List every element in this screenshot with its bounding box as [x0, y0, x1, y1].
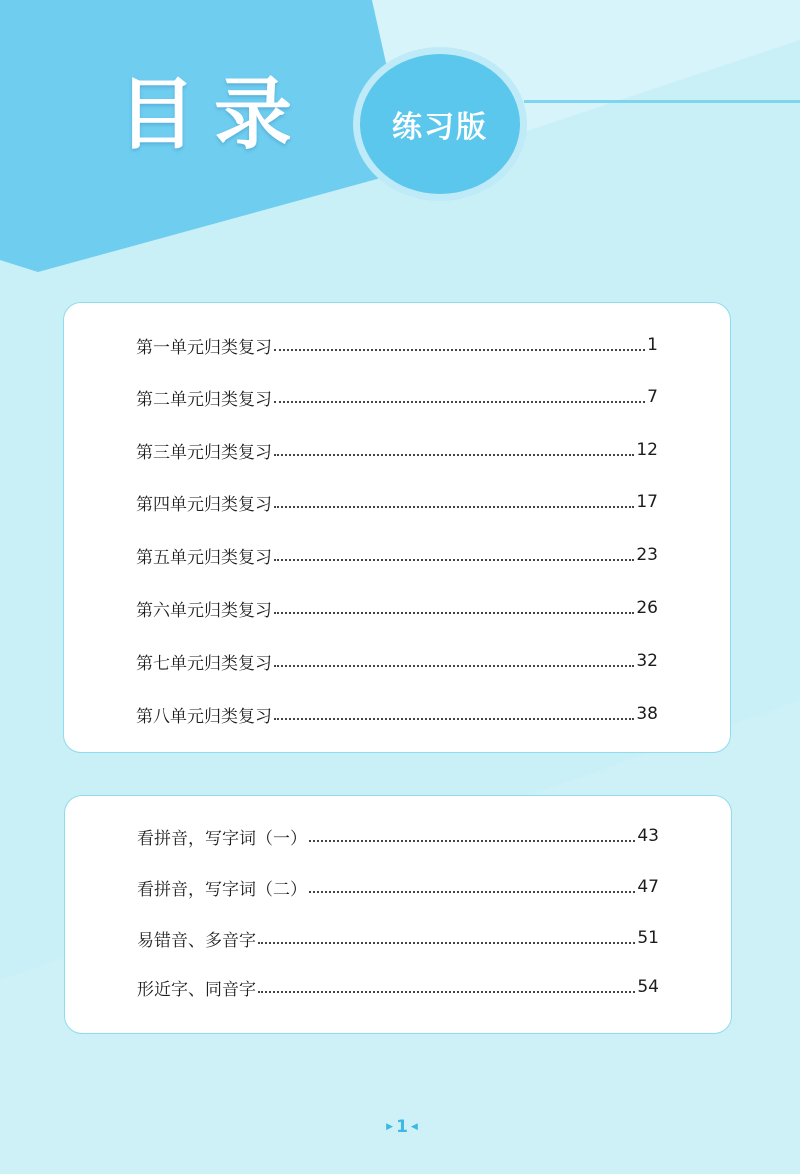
toc-item-label: 易错音、多音字 [137, 930, 256, 951]
toc-item-page: 32 [636, 651, 658, 671]
page-title: 目录 [118, 70, 311, 160]
left-arrow-icon: ◀ [410, 1122, 418, 1132]
toc-item-label: 第三单元归类复习 [136, 442, 272, 463]
toc-item[interactable] [136, 701, 658, 727]
toc-item-page: 38 [636, 704, 658, 724]
toc-item-label: 第六单元归类复习 [136, 600, 272, 621]
page-number-label: 1 [396, 1117, 408, 1137]
toc-item-page: 51 [637, 928, 659, 948]
edition-badge [360, 54, 520, 194]
toc-leader-dots [274, 349, 645, 351]
toc-item[interactable] [136, 437, 658, 463]
toc-leader-dots [274, 506, 634, 508]
toc-item-page: 17 [636, 492, 658, 512]
toc-item-page: 23 [636, 545, 658, 565]
toc-leader-dots [309, 891, 635, 893]
toc-item-label: 第一单元归类复习 [136, 337, 272, 358]
units-toc-card [63, 302, 731, 753]
toc-item[interactable] [136, 489, 658, 515]
toc-item-label: 看拼音，写字词（一） [137, 828, 307, 849]
page-number [380, 1116, 424, 1138]
toc-leader-dots [258, 942, 635, 944]
toc-item-label: 第五单元归类复习 [136, 547, 272, 568]
toc-item-label: 第四单元归类复习 [136, 494, 272, 515]
toc-leader-dots [274, 665, 634, 667]
edition-badge-label: 练习版 [392, 110, 488, 145]
right-arrow-icon: ▶ [386, 1122, 394, 1132]
toc-item[interactable] [137, 974, 659, 1000]
toc-item-label: 第二单元归类复习 [136, 389, 272, 410]
toc-item[interactable] [136, 542, 658, 568]
toc-item[interactable] [137, 874, 659, 900]
toc-item[interactable] [137, 925, 659, 951]
toc-item-page: 12 [636, 440, 658, 460]
toc-leader-dots [274, 454, 634, 456]
toc-leader-dots [274, 559, 634, 561]
toc-item-label: 看拼音，写字词（二） [137, 879, 307, 900]
toc-leader-dots [274, 718, 634, 720]
toc-item[interactable] [136, 595, 658, 621]
toc-leader-dots [274, 612, 634, 614]
extras-toc-card [64, 795, 732, 1034]
toc-item-page: 43 [637, 826, 659, 846]
toc-item[interactable] [136, 648, 658, 674]
toc-item-page: 1 [647, 335, 658, 355]
toc-item-label: 第七单元归类复习 [136, 653, 272, 674]
toc-item[interactable] [136, 332, 658, 358]
toc-leader-dots [274, 401, 645, 403]
toc-item[interactable] [137, 823, 659, 849]
toc-item-page: 47 [637, 877, 659, 897]
toc-item[interactable] [136, 384, 658, 410]
toc-item-page: 54 [637, 977, 659, 997]
toc-item-page: 7 [647, 387, 658, 407]
toc-leader-dots [309, 840, 635, 842]
toc-leader-dots [258, 991, 635, 993]
toc-item-page: 26 [636, 598, 658, 618]
toc-item-label: 形近字、同音字 [137, 979, 256, 1000]
toc-item-label: 第八单元归类复习 [136, 706, 272, 727]
decorative-line [524, 100, 800, 103]
